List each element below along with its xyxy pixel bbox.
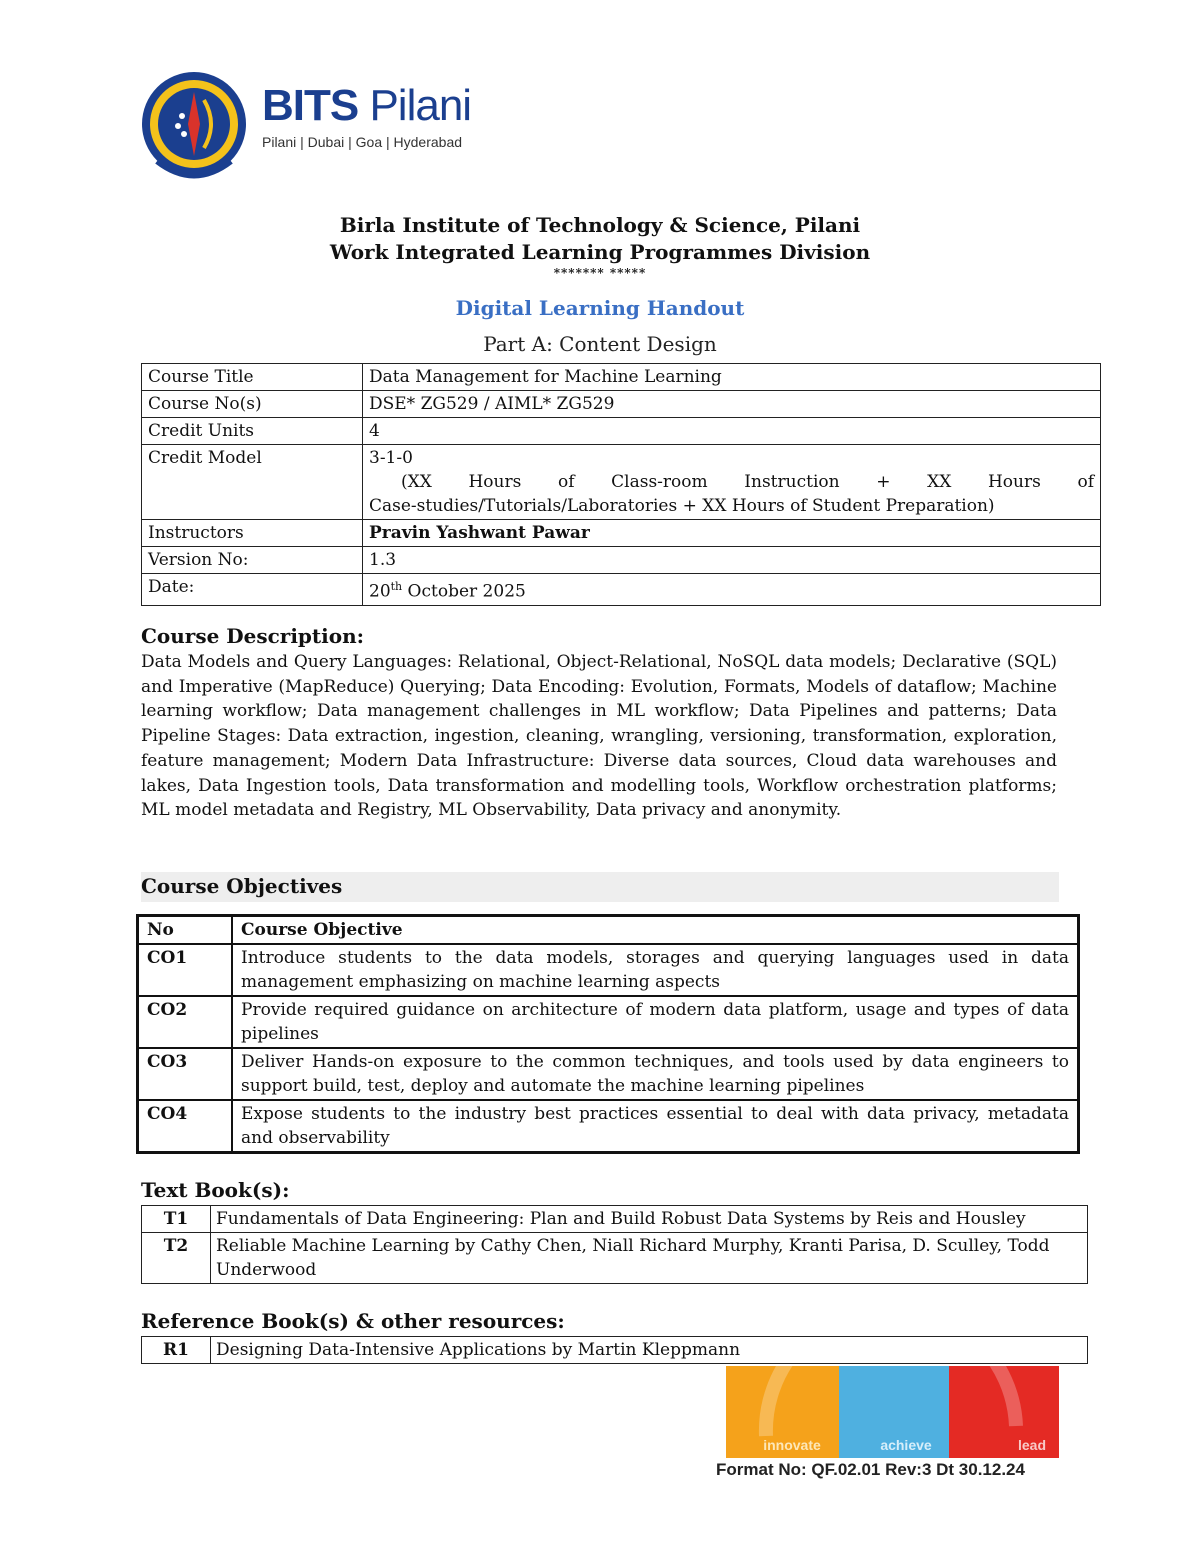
book-title: Fundamentals of Data Engineering: Plan and Build Robust Data Systems by Reis and Housley	[211, 1206, 1088, 1233]
credit-model-cell	[363, 445, 1101, 520]
format-number: Format No: QF.02.01 Rev:3 Dt 30.12.24	[716, 1460, 1025, 1479]
objective-no: CO3	[138, 1048, 233, 1100]
credit-model-label: Credit Model	[142, 445, 363, 520]
table-row	[142, 574, 1101, 606]
course-no-label: Course No(s)	[142, 391, 363, 418]
table-row	[142, 1206, 1088, 1233]
textbooks-table	[141, 1205, 1088, 1284]
table-row	[142, 364, 1101, 391]
textbooks-heading: Text Book(s):	[141, 1178, 290, 1202]
brand-wordmark	[262, 81, 472, 150]
stars-divider: ******* *****	[553, 266, 647, 280]
table-row	[142, 1233, 1088, 1284]
course-title-label: Course Title	[142, 364, 363, 391]
credit-model-line3: Case-studies/Tutorials/Laboratories + XX Hours of Student Preparation)	[369, 496, 995, 516]
objective-no: CO1	[138, 944, 233, 996]
book-title: Designing Data-Intensive Applications by Martin Kleppmann	[211, 1337, 1088, 1364]
table-row	[142, 520, 1101, 547]
objective-text: Introduce students to the data models, storages and querying languages used in data management emphasizing on machine learning aspects	[232, 944, 1079, 996]
book-no: R1	[142, 1337, 211, 1364]
institute-heading	[0, 212, 1200, 266]
table-row	[142, 391, 1101, 418]
innovate-achieve-lead-banner	[726, 1366, 1059, 1458]
credit-units-value: 4	[363, 418, 1101, 445]
institute-name: Birla Institute of Technology & Science, Pilani	[339, 213, 861, 237]
description-text: Data Models and Query Languages: Relational, Object-Relational, NoSQL data models; Declarative (SQL) and Imperative (MapReduce) Querying; Data Encoding: Evolution, Formats, Models of dataflow; Machine learning workflow; Data management challenges in ML workflow; Data Pipelines and patterns; Data Pipeline Stages: Data extraction, ingestion, cleaning, wrangling, versioning, transformation, exploration, feature management; Modern Data Infrastructure: Diverse data sources, Cloud data warehouses and lakes, Data Ingestion tools, Data transformation and modelling tools, Workflow orchestration platforms; ML model metadata and Registry, ML Observability, Data privacy and anonymity.	[141, 652, 1057, 821]
objectives-heading: Course Objectives	[141, 874, 343, 898]
handout-title: Digital Learning Handout	[455, 296, 745, 320]
table-row	[138, 1048, 1079, 1100]
date-label: Date:	[142, 574, 363, 606]
instructors-label: Instructors	[142, 520, 363, 547]
book-no: T2	[142, 1233, 211, 1284]
division-name: Work Integrated Learning Programmes Division	[329, 240, 871, 264]
banner-achieve-text: achieve	[880, 1437, 932, 1453]
credit-model-word: Hours	[468, 472, 522, 492]
banner-lead-text: lead	[1017, 1437, 1047, 1453]
credit-model-word: Hours	[987, 472, 1041, 492]
table-row	[142, 445, 1101, 520]
date-day: 20	[369, 581, 391, 602]
credit-units-label: Credit Units	[142, 418, 363, 445]
credit-model-word: Class-room	[611, 472, 708, 492]
credit-model-value: 3-1-0	[369, 448, 413, 468]
objective-no: CO4	[138, 1100, 233, 1153]
part-title: Part A: Content Design	[483, 332, 717, 356]
credit-model-word: Instruction	[744, 472, 840, 492]
version-label: Version No:	[142, 547, 363, 574]
brand-campuses: Pilani | Dubai | Goa | Hyderabad	[262, 134, 463, 150]
credit-model-word: of	[1077, 472, 1094, 492]
credit-model-word: +	[876, 472, 891, 492]
credit-model-word: (XX	[401, 472, 432, 492]
date-rest: October 2025	[402, 581, 526, 602]
course-title-value: Data Management for Machine Learning	[363, 364, 1101, 391]
course-info-table	[141, 363, 1101, 606]
objectives-table	[136, 914, 1080, 1154]
table-row	[138, 944, 1079, 996]
version-value: 1.3	[363, 547, 1101, 574]
course-no-value: DSE* ZG529 / AIML* ZG529	[363, 391, 1101, 418]
book-title: Reliable Machine Learning by Cathy Chen, Niall Richard Murphy, Kranti Parisa, D. Sculley, Todd Underwood	[211, 1233, 1088, 1284]
instructors-value: Pravin Yashwant Pawar	[363, 520, 1101, 547]
objective-text: Provide required guidance on architecture of modern data platform, usage and types of data pipelines	[232, 996, 1079, 1048]
table-row	[142, 1337, 1088, 1364]
table-row	[138, 1100, 1079, 1153]
col-no-header: No	[138, 916, 233, 945]
objective-text: Expose students to the industry best practices essential to deal with data privacy, metadata and observability	[232, 1100, 1079, 1153]
col-objective-header: Course Objective	[232, 916, 1079, 945]
references-heading: Reference Book(s) & other resources:	[141, 1309, 565, 1333]
objective-text: Deliver Hands-on exposure to the common techniques, and tools used by data engineers to support build, test, deploy and automate the machine learning pipelines	[232, 1048, 1079, 1100]
date-sup: th	[390, 580, 403, 593]
objective-no: CO2	[138, 996, 233, 1048]
brand-title	[262, 81, 472, 130]
date-value	[363, 574, 1101, 606]
banner-innovate-text: innovate	[763, 1437, 821, 1453]
credit-model-word: XX	[927, 472, 952, 492]
description-heading: Course Description:	[141, 624, 365, 648]
brand-bits: BITS	[262, 81, 359, 130]
references-table	[141, 1336, 1088, 1364]
brand-pilani: Pilani	[358, 81, 472, 130]
credit-model-word: of	[557, 472, 575, 492]
table-header-row	[138, 916, 1079, 945]
book-no: T1	[142, 1206, 211, 1233]
table-row	[138, 996, 1079, 1048]
credit-model-hours	[369, 470, 1094, 494]
table-row	[142, 418, 1101, 445]
table-row	[142, 547, 1101, 574]
